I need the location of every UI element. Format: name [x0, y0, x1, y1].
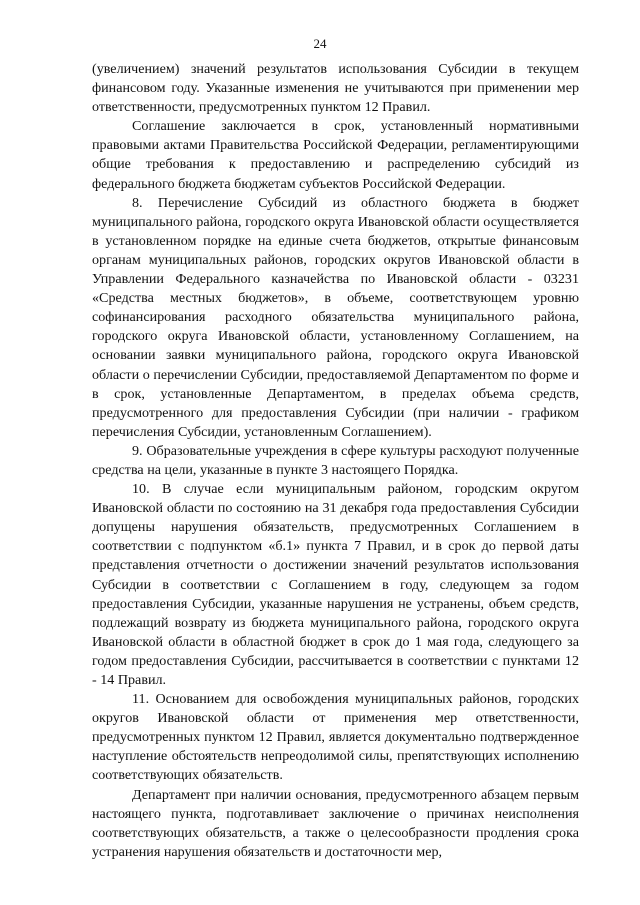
document-body — [92, 60, 579, 862]
paragraph-item-11: 11. Основанием для освобождения муниципальных районов, городских округов Ивановской области от применения мер ответственности, предусмотренных пунктом 12 Правил, является документально подтвержденное наступление обстоятельств непреодолимой силы, препятствующих исполнению соответствующих обязательств. — [92, 691, 579, 784]
page-number: 24 — [313, 36, 327, 51]
paragraph-agreement: Соглашение заключается в срок, установленный нормативными правовыми актами Правительства Российской Федерации, регламентирующими общие требования к предоставлению и распределению субсидий из федерального бюджета бюджетам субъектов Российской Федерации. — [92, 118, 579, 192]
paragraph-item-9: 9. Образовательные учреждения в сфере культуры расходуют полученные средства на цели, указанные в пункте 3 настоящего Порядка. — [92, 442, 579, 478]
paragraph-item-8: 8. Перечисление Субсидий из областного бюджета в бюджет муниципального района, городского округа Ивановской области осуществляется в установленном порядке на единые счета бюджетов, открытые финансовым органам муниципальных районов, городских округов Ивановской области в Управлении Федерального казначейства по Ивановской области - 03231 «Средства местных бюджетов», в объеме, соответствующем уровню софинансирования расходного обязательства муниципального района, городского округа Ивановской области, установленному Соглашением, на основании заявки муниципального района, городского округа Ивановской области о перечислении Субсидии, предоставляемой Департаментом по форме и в срок, установленные Департаментом, в пределах объема средств, предусмотренного для предоставления Субсидии (при наличии - графиком перечисления Субсидии, установленным Соглашением). — [92, 194, 579, 440]
paragraph-item-10: 10. В случае если муниципальным районом, городским округом Ивановской области по состоянию на 31 декабря года предоставления Субсидии допущены нарушения обязательств, предусмотренных Соглашением в соответствии с подпунктом «б.1» пункта 7 Правил, и в срок до первой даты представления отчетности о достижении значений результатов использования Субсидии в соответствии с Соглашением в году, следующем за годом предоставления Субсидии, указанные нарушения не устранены, объем средств, подлежащий возврату из бюджета муниципального района, городского округа Ивановской области в областной бюджет в срок до 1 мая года, следующего за годом предоставления Субсидии, рассчитывается в соответствии с пунктами 12 - 14 Правил. — [92, 481, 579, 688]
paragraph-department: Департамент при наличии основания, предусмотренного абзацем первым настоящего пункта, подготавливает заключение о причинах неисполнения соответствующих обязательств, а также о целесообразности продления срока устранения нарушения обязательств и достаточности мер, — [92, 786, 579, 860]
paragraph-continuation: (увеличением) значений результатов использования Субсидии в текущем финансовом году. Указанные изменения не учитываются при применении мер ответственности, предусмотренных пунктом 12 Правил. — [92, 61, 579, 116]
